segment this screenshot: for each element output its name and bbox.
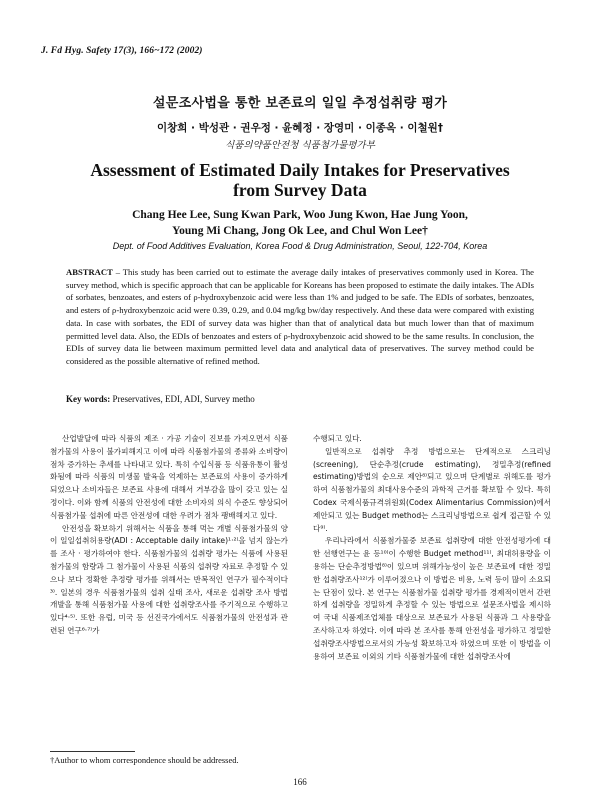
journal-citation: J. Fd Hyg. Safety 17(3), 166~172 (2002) xyxy=(41,46,203,56)
abstract-label: ABSTRACT xyxy=(66,267,113,277)
english-affiliation: Dept. of Food Additives Evaluation, Korea Food & Drug Administration, Seoul, 122-704, Korea xyxy=(112,241,488,251)
keywords xyxy=(66,394,534,404)
body-paragraph: 수행되고 있다. xyxy=(313,434,362,443)
english-authors-line2: Young Mi Chang, Jong Ok Lee, and Chul Won Lee† xyxy=(172,225,428,237)
abstract xyxy=(66,266,534,368)
korean-authors: 이창희 · 박성관 · 권우정 · 윤혜정 · 장영미 · 이종옥 · 이철원† xyxy=(156,122,444,134)
keywords-label: Key words: xyxy=(66,394,111,404)
korean-title: 설문조사법을 통한 보존료의 일일 추정섭취량 평가 xyxy=(152,96,448,111)
keywords-text: Preservatives, EDI, ADI, Survey metho xyxy=(110,394,255,404)
abstract-text: – This study has been carried out to estimate the average daily intakes of preservatives commonly used in Korea. The survey method, which is specific approach that can be applicable for Koreans has been proposed to estimate the daily intakes. The ADIs of sorbates, benzoates, and esters of ρ-hydroxybenzoic acid were less than 1% and judged to be safe. The EDIs of sorbates, benzoates, and esters of ρ-hydroxybenzoic acid were 0.39, 0.29, and 0.04 mg/kg bw/day respectively. And these data were compared with existing data. In case with sorbates, the EDI of survey data was higher than that of analytical data but much lower than that of maximum permitted level data. Also, the EDIs of benzoates and esters of ρ-hydroxybenzoic acid showed to be the same results. In conclusion, the EDIs of survey data lie between maximum permitted level data and analytical data of preservatives. The survey method could be considered as the possible alternative of refined method. xyxy=(66,267,534,366)
body-paragraph: 일반적으로 섭취량 추정 방법으로는 단계적으로 스크리닝(screening), 단순추정(crude estimating), 정밀추정(refined estimating)방법의 순으로 제안⁸⁾되고 있으며 단계별로 위해도를 평가하여 식품첨가물의 최대사용수준의 과학적 근거를 확보할 수 있다. 특히 Codex 국제식품규격위원회(Codex Alimentarius Commission)에서 제안되고 있는 Budget method는 스크리닝방법으로 쉽게 접근할 수 있다⁹⁾. xyxy=(313,446,551,533)
body-paragraph: 산업발달에 따라 식품의 제조 · 가공 기술이 진보를 가져오면서 식품첨가물의 사용이 불가피해지고 이에 따라 식품첨가물의 종류와 소비량이 점차 증가하는 추세를 나타내고 있다. 특히 수입식품 등 식품유통이 활성화됨에 따라 식품의 미생물 발육을 억제하는 보존료의 사용이 증가하게 되었으나 소비자들은 보존료 사용에 대해서 거부감을 많이 갖고 있는 실정이다. 이와 함께 식품의 안전성에 대한 소비자의 의식 수준도 향상되어 식품첨가물 섭취에 따른 안전성에 대한 우려가 점차 팽배해지고 있다. xyxy=(50,434,288,520)
page-number: 166 xyxy=(293,777,307,787)
korean-affiliation: 식품의약품안전청 식품첨가물평가부 xyxy=(225,140,375,151)
footnote-divider xyxy=(50,751,135,752)
english-authors xyxy=(0,207,600,239)
english-title-line2: from Survey Data xyxy=(233,180,367,200)
english-title xyxy=(0,160,600,200)
body-right-column xyxy=(313,433,551,663)
english-authors-line1: Chang Hee Lee, Sung Kwan Park, Woo Jung Kwon, Hae Jung Yoon, xyxy=(132,209,468,221)
body-left-column xyxy=(50,433,288,638)
body-paragraph: 안전성을 확보하기 위해서는 식품을 통해 먹는 개별 식품첨가물의 양이 일일섭취허용량(ADI : Acceptable daily intake)¹·²⁾을 넘지 않는가를 조사 · 평가하여야 한다. 식품첨가물의 섭취량 평가는 식품에 사용된 첨가물의 함량과 그 첨가물이 사용된 식품의 섭취량 자료로 추정할 수 있으나 보다 정확한 추정량 평가를 위해서는 반복적인 연구가 필수적이다³⁾. 일본의 경우 식품첨가물의 섭취 실태 조사, 새로운 섭취량 조사 방법 개발을 통해 식품첨가물 사용에 대한 섭취량조사를 주기적으로 수행하고 있다⁴·⁵⁾. 또한 유럽, 미국 등 선진국가에서도 식품첨가물의 안전성과 관련된 연구⁶·⁷⁾가 xyxy=(50,523,288,635)
english-title-line1: Assessment of Estimated Daily Intakes for Preservatives xyxy=(90,160,510,180)
body-paragraph: 우리나라에서 식품첨가물중 보존료 섭취량에 대한 안전성평가에 대한 선행연구는 윤 등¹⁰⁾이 수행한 Budget method¹¹⁾, 최대허용량을 이용하는 단순추정방법⁸⁾이 있으며 위해가능성이 높은 보존료에 대한 정밀한 섭취량조사¹²⁾가 이루어졌으나 이 방법은 비용, 노력 등이 많이 소요되는 단점이 있다. 본 연구는 식품첨가물 섭취량 평가를 경제적이면서 간편하게 섭취량을 정밀하게 추정할 수 있는 방법으로 설문조사법을 제시하여 국내 식품제조업체를 대상으로 보존료가 사용된 식품과 그 사용량을 조사하고자 하였다. 이에 따라 본 조사를 통해 안전성을 평가하고 정밀한 섭취량조사방법으로서의 가능성 확보하고자 하였으며 또한 이 방법을 이용하여 보존료 이외의 기타 식품첨가물에 대한 섭취량조사에 xyxy=(313,536,551,661)
footnote: †Author to whom correspondence should be addressed. xyxy=(50,755,239,765)
